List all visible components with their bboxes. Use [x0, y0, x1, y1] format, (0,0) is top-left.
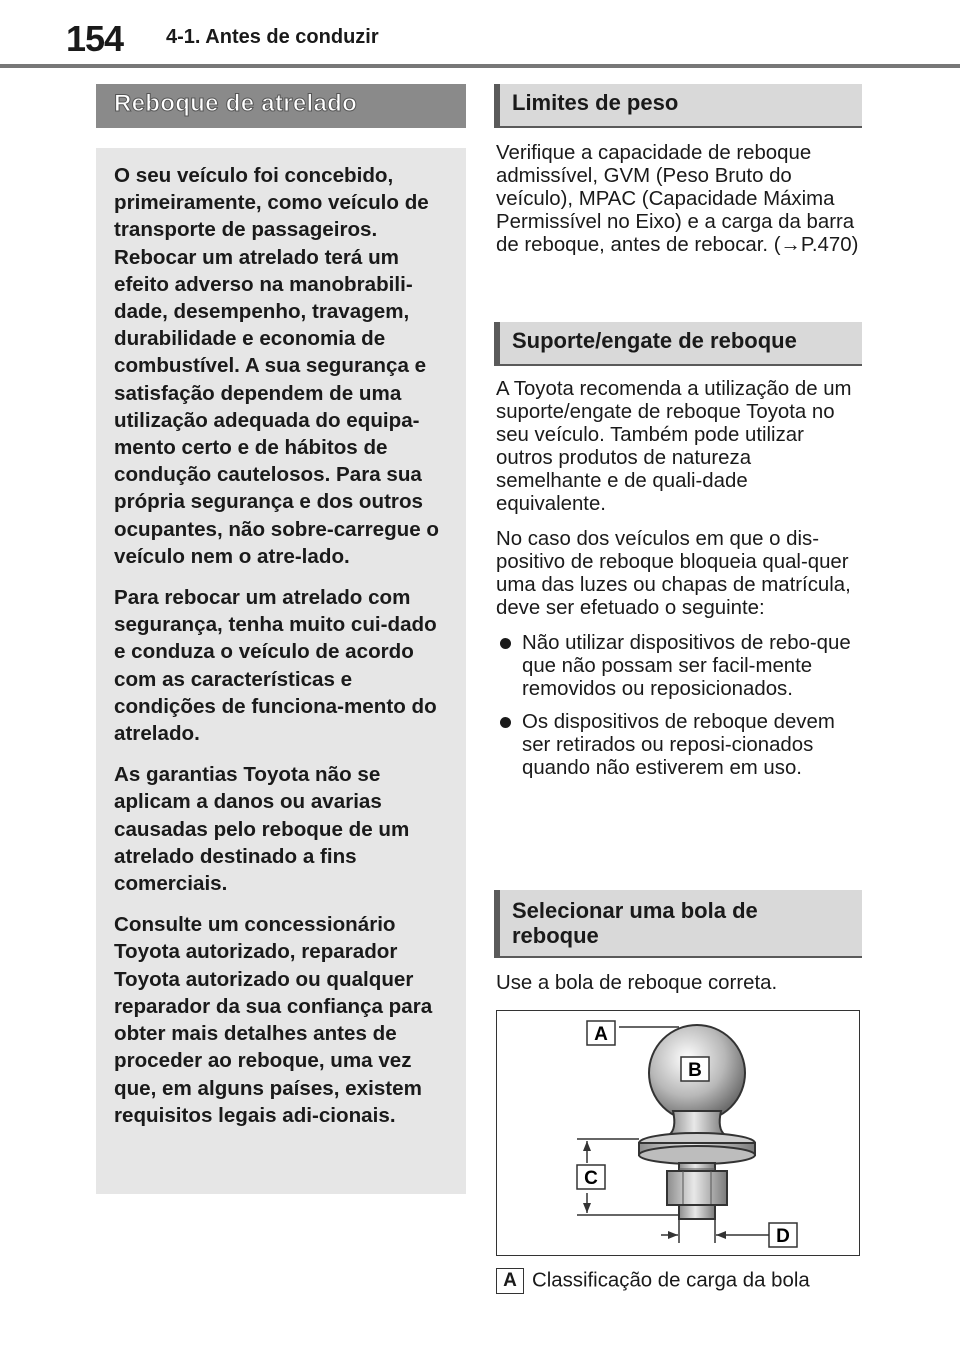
- label-c: C: [584, 1168, 598, 1189]
- bullet-item: Os dispositivos de reboque devem ser retirados ou reposi-cionados quando não estiverem em uso.: [496, 711, 860, 780]
- body-paragraph: A Toyota recomenda a utilização de um suporte/engate de reboque Toyota no seu veículo. Também pode utilizar outros produtos de natureza semelhante e de quali-dade equivalente.: [496, 378, 852, 515]
- intro-paragraph: O seu veículo foi concebido, primeiramente, como veículo de transporte de passageiros. Rebocar um atrelado terá um efeito adverso na manobrabili-dade, desempenho, travagem, durabilidade e economia de combustível. A sua segurança e satisfação dependem de uma utilização adequada do equipa-mento certo e de hábitos de condução cautelosos. Para sua própria segurança e dos outros ocupantes, não sobre-carregue o veículo nem o atre-lado.: [114, 164, 440, 568]
- caption-text: Classificação de carga da bola: [532, 1269, 810, 1292]
- tow-ball-figure: [496, 1010, 860, 1256]
- intro-paragraph: As garantias Toyota não se aplicam a danos ou avarias causadas pelo reboque de um atrelado destinado a fins comerciais.: [114, 763, 410, 896]
- heading-text: Suporte/engate de reboque: [512, 328, 797, 353]
- page-header: [0, 0, 960, 68]
- heading-text: Limites de peso: [512, 90, 679, 115]
- heading-select-ball: [494, 890, 862, 958]
- bullet-dot-icon: [500, 638, 511, 649]
- body-paragraph: No caso dos veículos em que o dis-positivo de reboque bloqueia qual-quer uma das luzes ou chapas de matrícula, deve ser efetuado o seguinte:: [496, 528, 851, 619]
- body-paragraph: Use a bola de reboque correta.: [496, 972, 778, 994]
- bullet-item: Não utilizar dispositivos de rebo-que que não possam ser facil-mente removidos ou reposicionados.: [496, 632, 860, 701]
- intro-paragraph: Para rebocar um atrelado com segurança, tenha muito cui-dado e conduza o veículo de acordo com as características e condições de funciona-mento do atrelado.: [114, 586, 437, 746]
- intro-box: [96, 148, 466, 1194]
- caption-label-box: A: [496, 1268, 524, 1294]
- select-ball-text: [496, 972, 860, 1007]
- page-number: 154: [66, 18, 124, 59]
- label-b: B: [688, 1060, 702, 1081]
- header-rule: [0, 64, 960, 68]
- label-d: D: [776, 1226, 790, 1247]
- label-a: A: [594, 1024, 608, 1045]
- figure-caption: [496, 1268, 810, 1294]
- chapter-title: Reboque de atrelado: [114, 90, 358, 117]
- section-title: 4-1. Antes de conduzir: [166, 26, 379, 48]
- chapter-banner: [96, 84, 466, 128]
- bullet-dot-icon: [500, 717, 511, 728]
- tow-ball-illustration: [497, 1011, 858, 1254]
- heading-tow-hitch: [494, 322, 862, 366]
- heading-text: reboque: [512, 923, 599, 948]
- heading-weight-limits: [494, 84, 862, 128]
- heading-text: Selecionar uma bola de: [512, 898, 758, 923]
- intro-paragraph: Consulte um concessionário Toyota autorizado, reparador Toyota autorizado ou qualquer reparador da sua confiança para obter mais detalhes antes de proceder ao reboque, uma vez que, em alguns países, existem requisitos legais adi-cionais.: [114, 913, 433, 1127]
- body-paragraph: Verifique a capacidade de reboque admissível, GVM (Peso Bruto do veículo), MPAC (Capacidade Máxima Permissível no Eixo) e a carga da barra de reboque, antes de rebocar. (→P.470): [496, 142, 859, 256]
- weight-limits-text: [496, 142, 860, 269]
- tow-hitch-text: [496, 378, 860, 790]
